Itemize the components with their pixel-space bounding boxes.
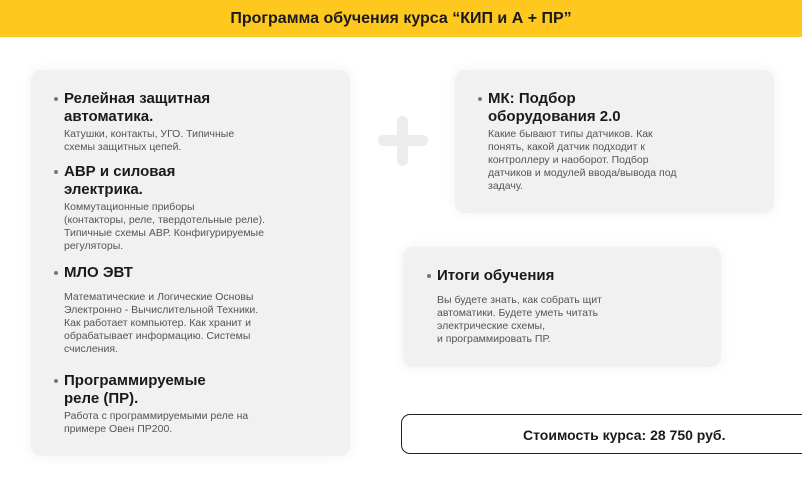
- topic-description: Коммутационные приборы (контакторы, реле, твердотельные реле). Типичные схемы АВР. Конфигурируемые регуляторы.: [64, 201, 266, 252]
- page-header: [0, 0, 802, 37]
- topic-item-avr: [64, 163, 344, 253]
- mk-equipment-card: [455, 70, 774, 213]
- bullet-dot-icon: [54, 170, 58, 174]
- plus-icon: [378, 116, 428, 166]
- mk-title: МК: Подбор оборудования 2.0: [488, 90, 621, 125]
- topic-item-programmable-relay: [64, 372, 344, 436]
- bullet-dot-icon: [478, 97, 482, 101]
- learning-results-card: [403, 247, 721, 367]
- topic-title: МЛО ЭВТ: [64, 264, 133, 281]
- results-item: [437, 267, 717, 346]
- bullet-dot-icon: [54, 97, 58, 101]
- results-description: Вы будете знать, как собрать щит автоматики. Будете уметь читать электрические схемы, и программировать ПР.: [437, 294, 602, 345]
- bullet-dot-icon: [54, 379, 58, 383]
- page-title: Программа обучения курса “КИП и А + ПР”: [230, 9, 572, 27]
- course-price-box: [401, 414, 802, 454]
- topic-description: Катушки, контакты, УГО. Типичные схемы защитных цепей.: [64, 128, 235, 153]
- results-title: Итоги обучения: [437, 267, 555, 284]
- topic-title: АВР и силовая электрика.: [64, 163, 176, 198]
- topic-title: Программируемые реле (ПР).: [64, 372, 206, 407]
- bullet-dot-icon: [427, 274, 431, 278]
- topic-item-relay-protection: [64, 90, 344, 154]
- topic-item-mlo-evt: [64, 264, 344, 356]
- course-price-label: Стоимость курса: 28 750 руб.: [523, 427, 726, 443]
- topic-title: Релейная защитная автоматика.: [64, 90, 211, 125]
- topic-description: Работа с программируемыми реле на примере Овен ПР200.: [64, 410, 249, 435]
- topic-description: Математические и Логические Основы Электронно - Вычислительной Техники. Как работает компьютер. Как хранит и обрабатывает информацию. Системы счисления.: [64, 291, 259, 355]
- mk-description: Какие бывают типы датчиков. Как понять, какой датчик подходит к контроллеру и наоборот. Подбор датчиков и модулей ввода/вывода под задачу.: [488, 128, 677, 192]
- course-topics-card: [31, 70, 350, 456]
- bullet-dot-icon: [54, 271, 58, 275]
- mk-item: [488, 90, 768, 193]
